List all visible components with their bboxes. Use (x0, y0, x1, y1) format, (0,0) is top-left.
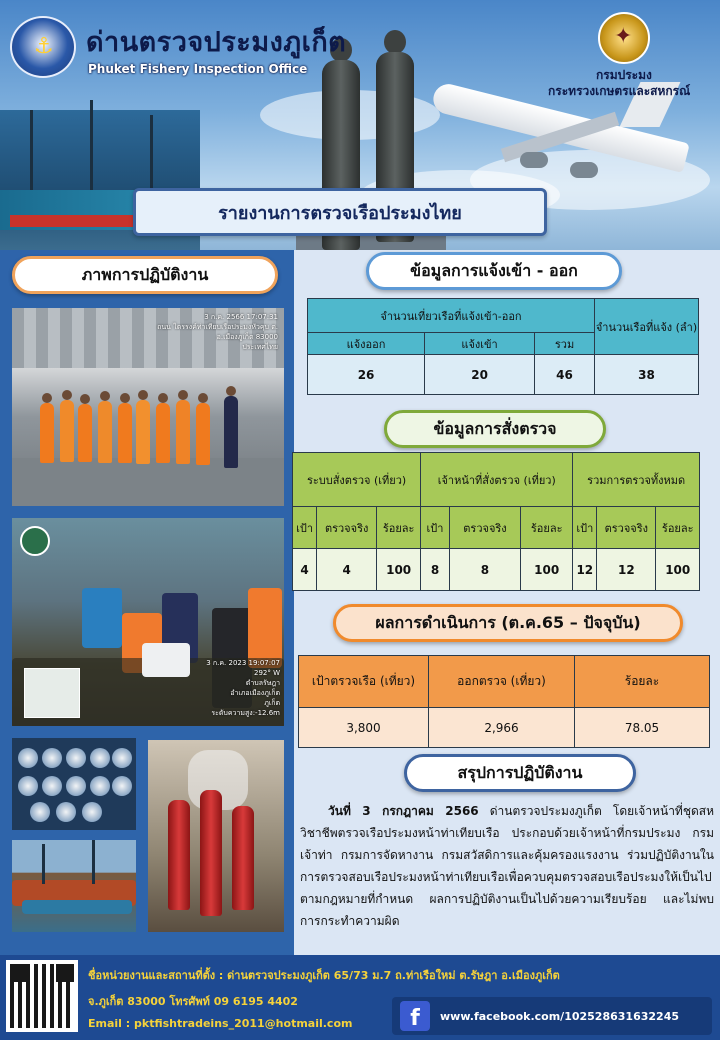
order-col-actual: ตรวจจริง (597, 507, 656, 549)
notify-col-total: รวม (535, 333, 595, 355)
result-target-value: 3,800 (299, 708, 429, 748)
order-table (292, 452, 700, 591)
result-col-target: เป้าตรวจเรือ (เที่ยว) (299, 656, 429, 708)
summary-heading: สรุปการปฏิบัติงาน (404, 754, 636, 792)
summary-text (300, 800, 714, 932)
result-col-done: ออกตรวจ (เที่ยว) (429, 656, 575, 708)
order-col-target: เป้า (293, 507, 317, 549)
summary-body: ด่านตรวจประมงภูเก็ต โดยเจ้าหน้าที่ชุดสหวิชาชีพตรวจเรือประมงหน้าท่าเทียบเรือ ประกอบด้วยเจ้าหน้าที่กรมประมง กรมเจ้าท่า กรมการจัดหางาน กรมสวัสดิการและคุ้มครองแรงงาน ร่วมปฏิบัติงานในการตรวจสอบเรือประมงหน้าท่าเทียบเรือเพื่อควบคุมตรวจสอบเรือประมงให้เป็นไปตามกฎหมายที่กำหนด ผลการปฏิบัติงานเป็นไปด้วยความเรียบร้อย และไม่พบการกระทำความผิด (300, 804, 715, 928)
header-banner (0, 0, 720, 250)
order-group-system: ระบบสั่งตรวจ (เที่ยว) (293, 453, 421, 507)
summary-date: วันที่ 3 กรกฎาคม 2566 (328, 804, 479, 818)
order-col-percent: ร้อยละ (377, 507, 421, 549)
notify-group-header: จำนวนเที่ยวเรือที่แจ้งเข้า-ออก (308, 299, 595, 333)
department-of-fisheries-logo (598, 12, 650, 64)
notify-col-in: แจ้งเข้า (425, 333, 535, 355)
notify-col-out: แจ้งออก (308, 333, 425, 355)
order-group-staff: เจ้าหน้าที่สั่งตรวจ (เที่ยว) (421, 453, 573, 507)
order-col-actual: ตรวจจริง (317, 507, 377, 549)
notify-vessels-header: จำนวนเรือที่แจ้ง (ลำ) (595, 299, 699, 355)
result-percent-value: 78.05 (575, 708, 710, 748)
result-done-value: 2,966 (429, 708, 575, 748)
footer-phone: จ.ภูเก็ต 83000 โทรศัพท์ 09 6195 4402 (88, 995, 298, 1008)
notify-vessels-value: 38 (595, 355, 699, 395)
office-name-english: Phuket Fishery Inspection Office (88, 62, 308, 76)
order-value: 12 (573, 549, 597, 591)
order-col-actual: ตรวจจริง (449, 507, 520, 549)
department-name: กรมประมง (596, 68, 652, 82)
crew-group-photo (12, 308, 284, 506)
order-heading: ข้อมูลการสั่งตรวจ (384, 410, 606, 448)
compass-icon (20, 526, 50, 556)
order-value: 8 (421, 549, 450, 591)
fire-extinguishers-photo (148, 740, 284, 932)
office-name-thai: ด่านตรวจประมงภูเก็ต (86, 27, 347, 58)
ministry-name: กระทรวงเกษตรและสหกรณ์ (548, 84, 691, 98)
order-col-percent: ร้อยละ (656, 507, 700, 549)
operations-heading: ภาพการปฏิบัติงาน (12, 256, 278, 294)
facebook-icon: f (400, 1001, 430, 1031)
result-col-percent: ร้อยละ (575, 656, 710, 708)
notify-table (307, 298, 699, 395)
order-value: 4 (293, 549, 317, 591)
report-title: รายงานการตรวจเรือประมงไทย (133, 188, 547, 236)
order-value: 8 (449, 549, 520, 591)
inspection-photo (12, 518, 284, 726)
facebook-link[interactable] (392, 997, 712, 1035)
footer-email[interactable]: Email : pktfishtradeins_2011@hotmail.com (88, 1017, 353, 1030)
result-table (298, 655, 710, 748)
notify-in-value: 20 (425, 355, 535, 395)
order-group-total: รวมการตรวจทั้งหมด (573, 453, 700, 507)
photo-timestamp: 3 ก.ค. 2023 19:07:07 292° W ตำบลรัษฎา อำเภอเมืองภูเก็ต ภูเก็ต ระดับความสูง:-12.6m (206, 659, 280, 717)
order-col-target: เป้า (421, 507, 450, 549)
order-value: 100 (377, 549, 421, 591)
order-value: 100 (656, 549, 700, 591)
order-value: 12 (597, 549, 656, 591)
footer-address: ชื่อหน่วยงานและสถานที่ตั้ง : ด่านตรวจประมงภูเก็ต 65/73 ม.7 ถ.ท่าเรือใหม่ ต.รัษฎา อ.เมืองภูเก็ต (88, 969, 560, 982)
location-map-thumbnail (24, 668, 80, 718)
notify-out-value: 26 (308, 355, 425, 395)
notify-heading: ข้อมูลการแจ้งเข้า - ออก (366, 252, 622, 290)
order-value: 100 (521, 549, 573, 591)
harbour-boats-photo (12, 840, 136, 932)
order-col-percent: ร้อยละ (521, 507, 573, 549)
photo-timestamp: 3 ก.ค. 2566 17:07:31 ถนน ไตรรงค์ท่าเทียบเรือประมงหัวคุบ ต. อ.เมืองภูเก็ต 83000 ประเทศไทย (157, 313, 278, 351)
fishery-inspection-logo (10, 16, 76, 78)
facebook-url[interactable]: www.facebook.com/102528631632245 (440, 1009, 679, 1023)
result-heading: ผลการดำเนินการ (ต.ค.65 – ปัจจุบัน) (333, 604, 683, 642)
order-col-target: เป้า (573, 507, 597, 549)
order-value: 4 (317, 549, 377, 591)
qr-code[interactable] (6, 960, 78, 1032)
notify-total-value: 46 (535, 355, 595, 395)
life-buoys-photo (12, 738, 136, 830)
